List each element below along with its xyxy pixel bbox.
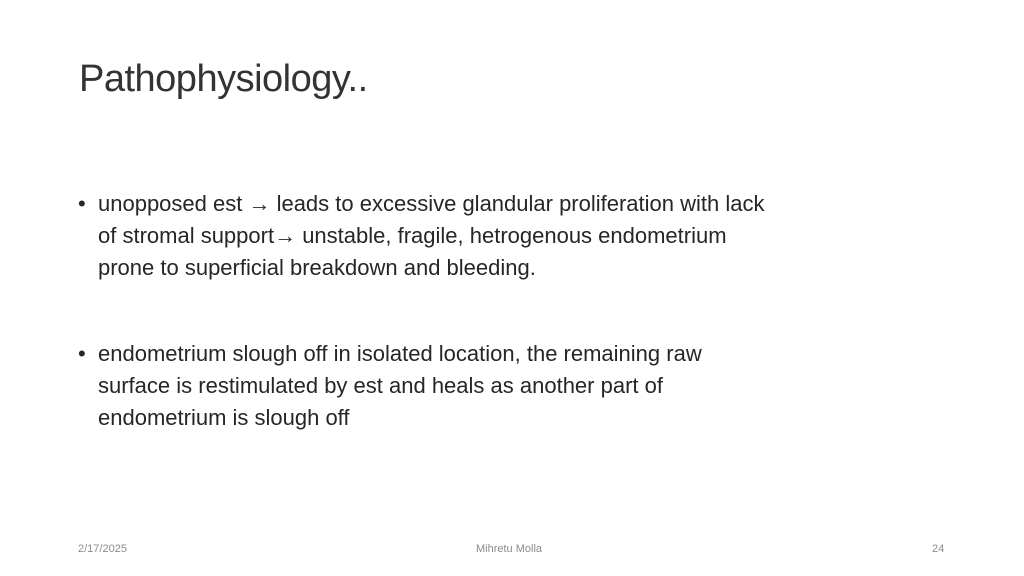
- bullet-text-line: prone to superficial breakdown and bleeding.: [98, 255, 536, 280]
- bullet-text-line: unopposed est → leads to excessive glandular proliferation with lack: [98, 191, 765, 216]
- bullet-text-line: surface is restimulated by est and heals as another part of: [98, 373, 663, 398]
- bullet-item: [78, 338, 702, 434]
- bullet-text-line: endometrium is slough off: [98, 405, 350, 430]
- bullet-text-line: of stromal support→ unstable, fragile, hetrogenous endometrium: [98, 223, 727, 248]
- footer-date: 2/17/2025: [78, 543, 127, 555]
- bullet-text-line: endometrium slough off in isolated location, the remaining raw: [98, 341, 702, 366]
- bullet-icon: •: [78, 341, 86, 366]
- slide-title: Pathophysiology..: [79, 58, 368, 100]
- bullet-item: [78, 188, 765, 284]
- footer-author: Mihretu Molla: [476, 543, 543, 555]
- footer-page-number: 24: [932, 543, 945, 555]
- bullet-icon: •: [78, 191, 86, 216]
